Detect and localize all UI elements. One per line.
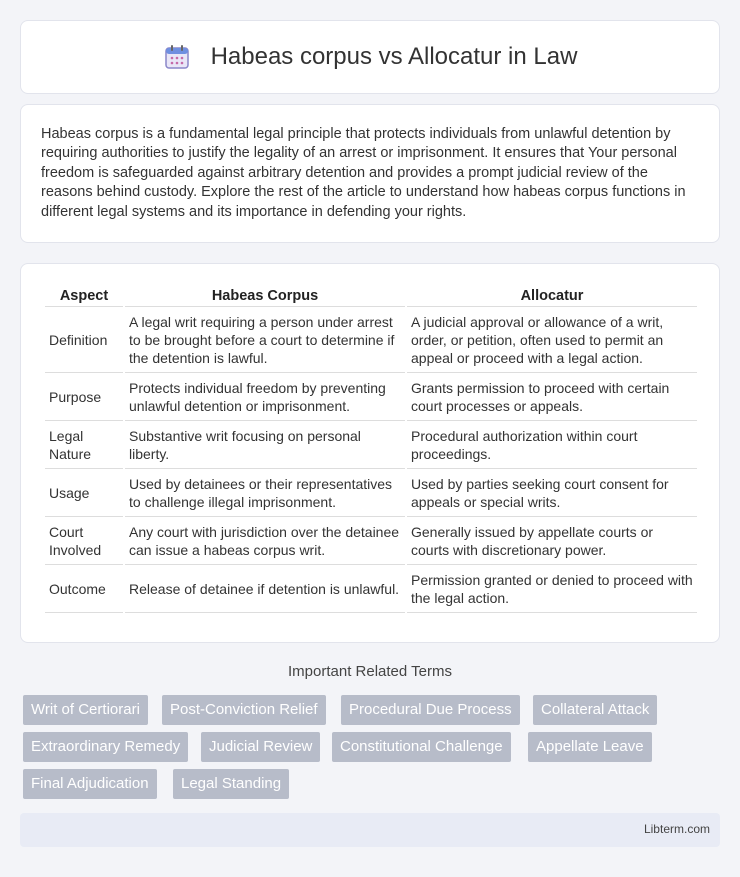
table-row: [45, 565, 697, 613]
title-card: [20, 20, 720, 94]
related-terms-title: Important Related Terms: [288, 663, 452, 680]
footer: [20, 813, 720, 847]
row-allocatur: Grants permission to proceed with certain court processes or appeals.: [407, 373, 697, 421]
intro-card: [20, 104, 720, 243]
row-aspect: Legal Nature: [45, 421, 123, 469]
comparison-table: [43, 284, 699, 613]
intro-paragraph: Habeas corpus is a fundamental legal principle that protects individuals from unlawful detention by requiring authorities to justify the legality of an arrest or imprisonment. It ensures that Your personal freedom is safeguarded against arbitrary detention and provides a prompt judicial review of the reasons behind custody. Explore the rest of the article to understand how habeas corpus functions in different legal systems and its importance in defending your rights.: [41, 126, 686, 220]
row-habeas-corpus: Any court with jurisdiction over the detainee can issue a habeas corpus writ.: [125, 517, 405, 565]
comparison-card: [20, 263, 720, 643]
row-habeas-corpus: Substantive writ focusing on personal liberty.: [125, 421, 405, 469]
related-term-tag[interactable]: Extraordinary Remedy: [23, 732, 188, 762]
row-allocatur: A judicial approval or allowance of a writ, order, or petition, often used to permit an appeal or proceed with a legal action.: [407, 307, 697, 373]
table-row: [45, 373, 697, 421]
row-aspect: Court Involved: [45, 517, 123, 565]
row-habeas-corpus: Used by detainees or their representatives to challenge illegal imprisonment.: [125, 469, 405, 517]
row-aspect: Definition: [45, 307, 123, 373]
related-term-tag[interactable]: Writ of Certiorari: [23, 695, 148, 725]
footer-site-link[interactable]: Libterm.com: [643, 822, 710, 836]
related-term-tag[interactable]: Constitutional Challenge: [332, 732, 511, 762]
table-row: [45, 469, 697, 517]
table-row: [45, 517, 697, 565]
calendar-icon: [163, 43, 191, 71]
row-aspect: Purpose: [45, 373, 123, 421]
related-term-tag[interactable]: Judicial Review: [201, 732, 320, 762]
related-term-tag[interactable]: Collateral Attack: [533, 695, 657, 725]
header-aspect: Aspect: [45, 284, 123, 307]
row-habeas-corpus: Protects individual freedom by preventing unlawful detention or imprisonment.: [125, 373, 405, 421]
row-allocatur: Procedural authorization within court proceedings.: [407, 421, 697, 469]
row-habeas-corpus: Release of detainee if detention is unlawful.: [125, 565, 405, 613]
row-aspect: Usage: [45, 469, 123, 517]
related-term-tag[interactable]: Legal Standing: [173, 769, 289, 799]
related-term-tag[interactable]: Final Adjudication: [23, 769, 157, 799]
related-term-tag[interactable]: Procedural Due Process: [341, 695, 520, 725]
related-term-tag[interactable]: Appellate Leave: [528, 732, 652, 762]
table-row: [45, 307, 697, 373]
header-allocatur: Allocatur: [407, 284, 697, 307]
related-term-tag[interactable]: Post-Conviction Relief: [162, 695, 326, 725]
table-row: [45, 421, 697, 469]
page-title: Habeas corpus vs Allocatur in Law: [210, 43, 578, 70]
header-habeas-corpus: Habeas Corpus: [125, 284, 405, 307]
row-allocatur: Used by parties seeking court consent for appeals or special writs.: [407, 469, 697, 517]
row-aspect: Outcome: [45, 565, 123, 613]
table-header-row: [45, 284, 697, 307]
row-allocatur: Permission granted or denied to proceed with the legal action.: [407, 565, 697, 613]
row-allocatur: Generally issued by appellate courts or courts with discretionary power.: [407, 517, 697, 565]
row-habeas-corpus: A legal writ requiring a person under arrest to be brought before a court to determine if the detention is lawful.: [125, 307, 405, 373]
